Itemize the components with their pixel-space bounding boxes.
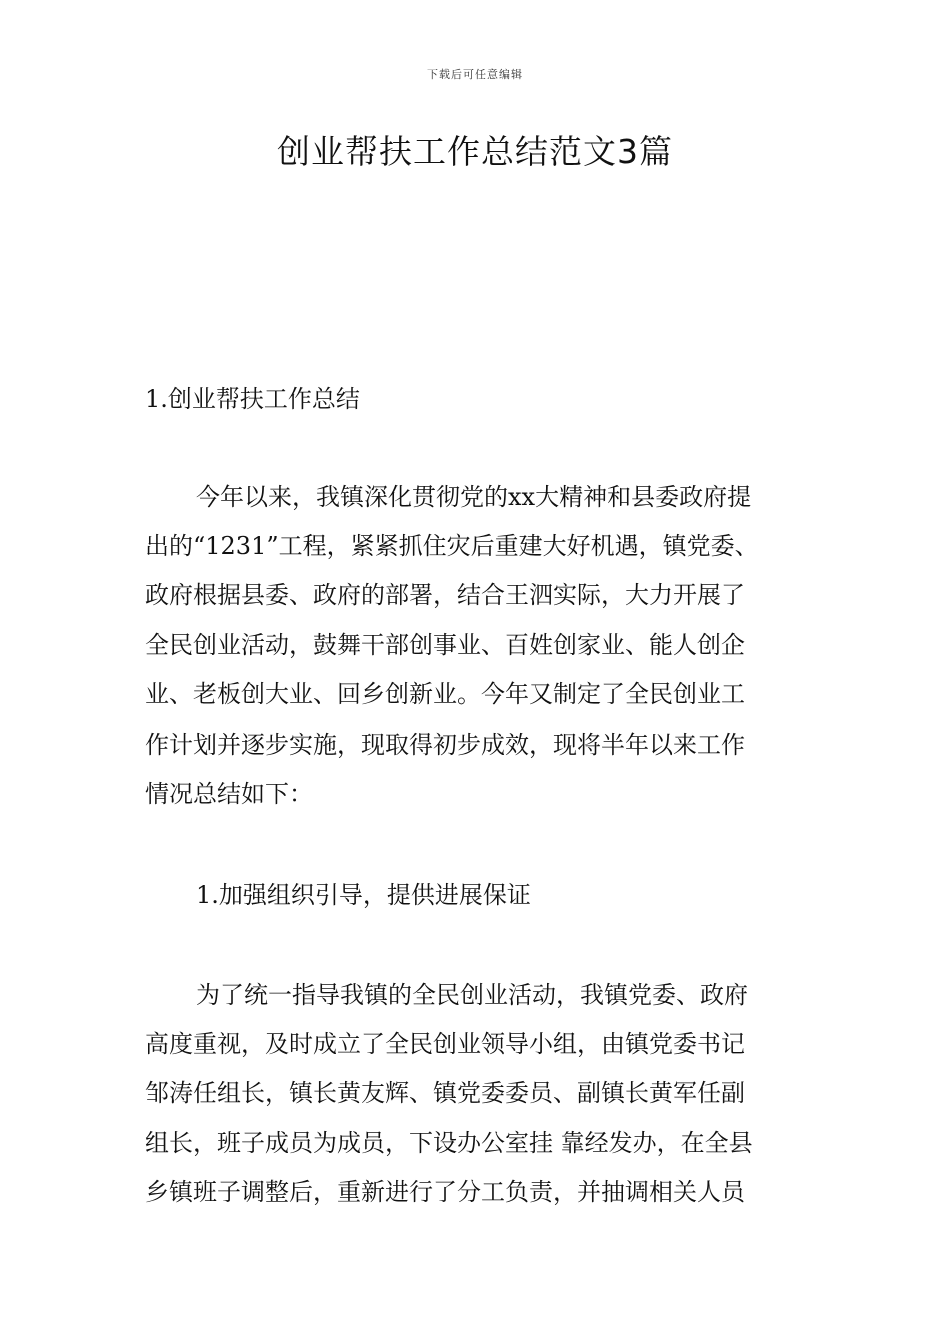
paragraph-line: 高度重视，及时成立了全民创业领导小组，由镇党委书记 bbox=[145, 1030, 745, 1058]
paragraph-line: 乡镇班子调整后，重新进行了分工负责，并抽调相关人员 bbox=[145, 1178, 745, 1206]
document-title: 创业帮扶工作总结范文3篇 bbox=[277, 132, 673, 171]
paragraph-line: 组长，班子成员为成员，下设办公室挂 靠经发办，在全县 bbox=[145, 1129, 753, 1157]
paragraph-line: 情况总结如下： bbox=[145, 780, 313, 808]
paragraph-line: 邹涛任组长，镇长黄友辉、镇党委委员、副镇长黄军任副 bbox=[145, 1079, 745, 1107]
paragraph-line: 作计划并逐步实施，现取得初步成效，现将半年以来工作 bbox=[145, 731, 745, 759]
paragraph-line: 政府根据县委、政府的部署，结合王泗实际，大力开展了 bbox=[145, 581, 745, 609]
header-note: 下载后可任意编辑 bbox=[427, 68, 523, 81]
paragraph-line: 业、老板创大业、回乡创新业。今年又制定了全民创业工 bbox=[145, 680, 745, 708]
paragraph-line: 出的“1231”工程，紧紧抓住灾后重建大好机遇，镇党委、 bbox=[145, 532, 759, 560]
paragraph-line: 为了统一指导我镇的全民创业活动，我镇党委、政府 bbox=[196, 981, 748, 1009]
subheading: 1.加强组织引导，提供进展保证 bbox=[196, 881, 531, 909]
paragraph-line: 全民创业活动，鼓舞干部创事业、百姓创家业、能人创企 bbox=[145, 631, 745, 659]
paragraph-line: 今年以来，我镇深化贯彻党的xx大精神和县委政府提 bbox=[196, 483, 752, 511]
section-heading: 1.创业帮扶工作总结 bbox=[145, 385, 360, 413]
